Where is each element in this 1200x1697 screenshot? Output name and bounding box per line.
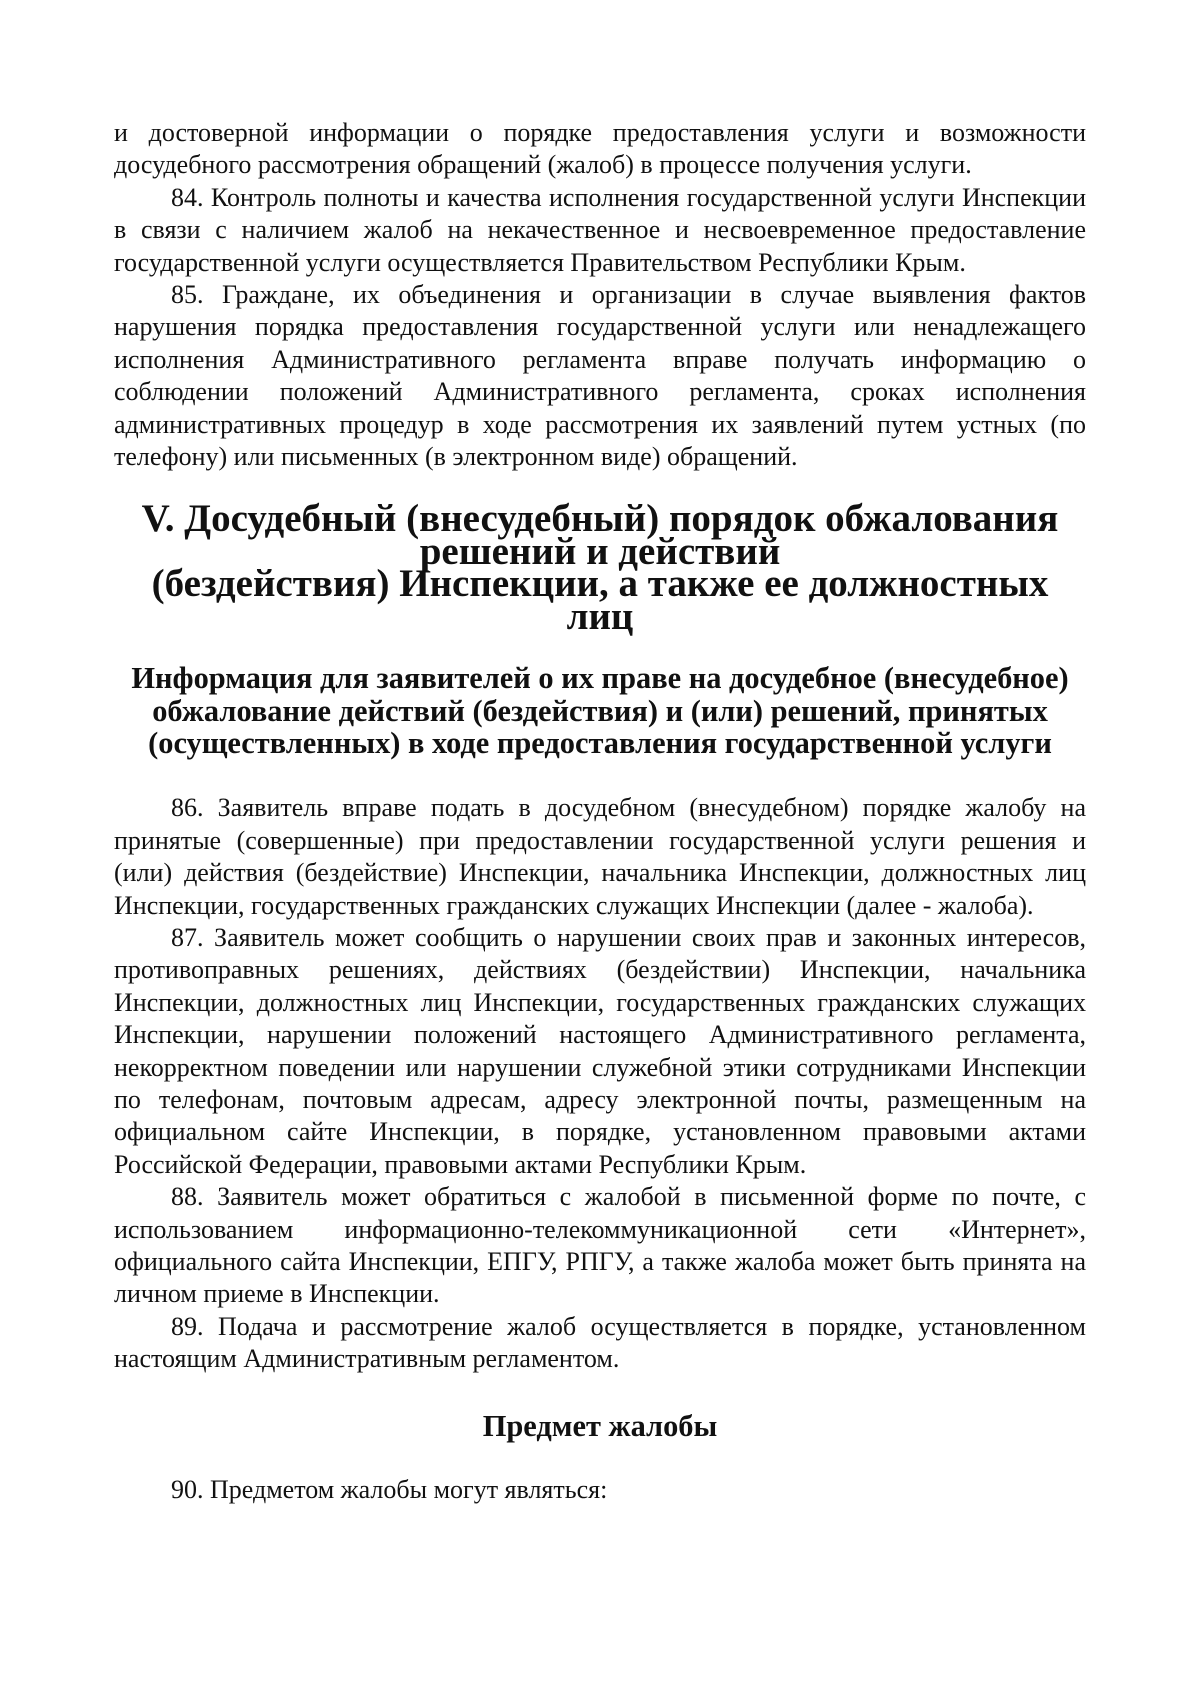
info-heading-line-2: обжалование действий (бездействия) и (или) решений, принятых: [152, 693, 1048, 728]
subject-heading: Предмет жалобы: [482, 1408, 718, 1443]
section-heading: [114, 497, 1086, 638]
paragraph-89: 89. Подача и рассмотрение жалоб осуществляется в порядке, установленном настоящим Административным регламентом.: [114, 1311, 1086, 1374]
spacer: [114, 1442, 1086, 1474]
section-heading-line-1: V. Досудебный (внесудебный) порядок обжалования решений и действий: [141, 497, 1059, 573]
spacer: [114, 1376, 1086, 1410]
section-heading-line-2: (бездействия) Инспекции, а также ее должностных лиц: [151, 562, 1049, 638]
paragraph-90: 90. Предметом жалобы могут являться:: [171, 1475, 608, 1505]
paragraph-continuation: и достоверной информации о порядке предоставления услуги и возможности досудебного рассмотрения обращений (жалоб) в процессе получения услуги.: [114, 118, 1086, 180]
paragraph-87: 87. Заявитель может сообщить о нарушении своих прав и законных интересов, противоправных решениях, действиях (бездействии) Инспекции, начальника Инспекции, должностных лиц Инспекции, государственных гражданских служащих Инспекции, нарушении положений настоящего Административного регламента, некорректном поведении или нарушении служебной этики сотрудниками Инспекции по телефонам, почтовым адресам, адресу электронной почты, размещенным на официальном сайте Инспекции, в порядке, установленном правовыми актами Российской Федерации, правовыми актами Республики Крым.: [114, 922, 1086, 1179]
spacer: [114, 759, 1086, 792]
paragraph-88: 88. Заявитель может обратиться с жалобой в письменной форме по почте, с использованием информационно-телекоммуникационной сети «Интернет», официального сайта Инспекции, ЕПГУ, РПГУ, а также жалоба может быть принята на личном приеме в Инспекции.: [114, 1182, 1086, 1309]
paragraph-84: 84. Контроль полноты и качества исполнения государственной услуги Инспекции в связи с наличием жалоб на некачественное и несвоевременное предоставление государственной услуги осуществляется Правительством Республики Крым.: [114, 182, 1086, 277]
paragraph-85: 85. Граждане, их объединения и организации в случае выявления фактов нарушения порядка предоставления государственной услуги или ненадлежащего исполнения Административного регламента вправе получать информацию о соблюдении положений Административного регламента, сроках исполнения административных процедур в ходе рассмотрения их заявлений путем устных (по телефону) или письменных (в электронном виде) обращений.: [114, 280, 1086, 472]
document-page: [114, 117, 1086, 1506]
info-heading-line-3: (осуществленных) в ходе предоставления государственной услуги: [148, 725, 1052, 760]
info-heading-line-1: Информация для заявителей о их праве на досудебное (внесудебное): [131, 661, 1069, 696]
paragraph-86: 86. Заявитель вправе подать в досудебном (внесудебном) порядке жалобу на принятые (совершенные) при предоставлении государственной услуги решения и (или) действия (бездействие) Инспекции, начальника Инспекции, должностных лиц Инспекции, государственных гражданских служащих Инспекции (далее - жалоба).: [114, 793, 1086, 920]
info-heading: [114, 662, 1086, 759]
